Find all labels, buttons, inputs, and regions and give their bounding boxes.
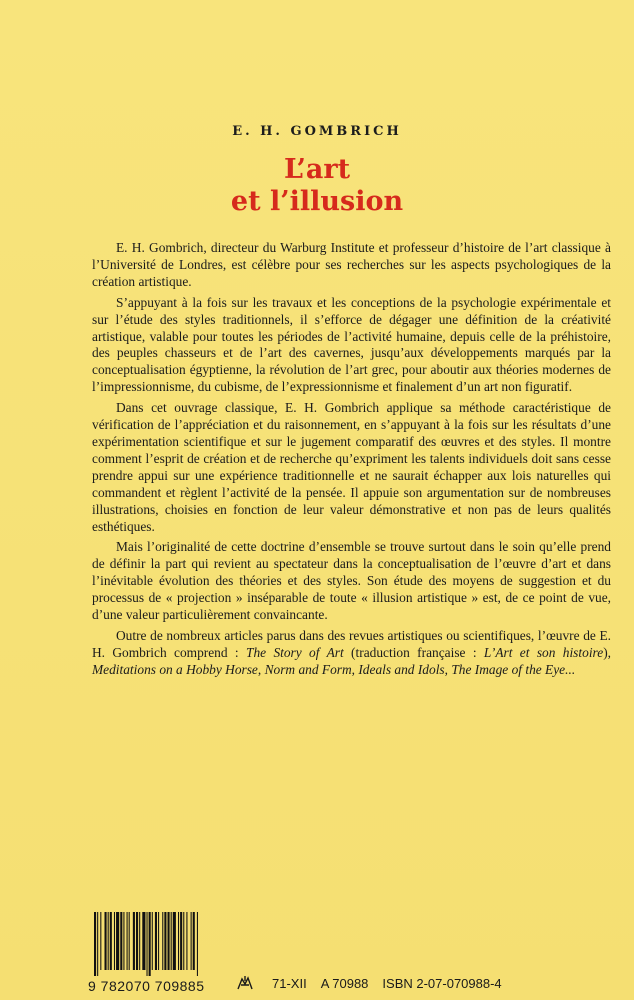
blurb-paragraph-5 bbox=[92, 628, 611, 679]
work-title: The Image of the Eye... bbox=[451, 661, 576, 677]
works-separator: , bbox=[444, 661, 452, 677]
blurb-paragraph-2: S’appuyant à la fois sur les travaux et les conceptions de la psychologie expérimentale et sur l’étude des styles traditionnels, il s’efforce de dégager une définition de la créativité artistique, valable pour toutes les périodes de l’activité humaine, depuis celle de la préhistoire, des peuples chasseurs et de l’art des cavernes, jusqu’aux développements marqués par la conceptualisation égyptienne, la révolution de l’art grec, pour aboutir aux théories modernes de l’impressionnisme, du cubisme, de l’expressionnisme et finalement d’un art non figuratif. bbox=[92, 294, 611, 395]
works-separator: ), bbox=[603, 644, 612, 660]
reference-number: A 70988 bbox=[320, 976, 369, 991]
blurb-text bbox=[92, 240, 611, 683]
work-title: Norm and Form bbox=[264, 661, 352, 677]
author-name: E. H. GOMBRICH bbox=[232, 124, 402, 139]
book-title-line-1: L’art bbox=[283, 154, 351, 185]
barcode bbox=[88, 912, 238, 992]
barcode-bars bbox=[94, 912, 230, 976]
publisher-logo-icon bbox=[236, 976, 258, 991]
book-title bbox=[0, 154, 634, 218]
works-separator: , bbox=[257, 661, 265, 677]
barcode-number: 9 782070 709885 bbox=[88, 978, 205, 994]
work-title: Meditations on a Hobby Horse bbox=[92, 661, 258, 677]
works-separator: (traduction française : bbox=[343, 644, 484, 660]
book-title-line-2: et l’illusion bbox=[230, 186, 404, 217]
catalog-line bbox=[236, 975, 516, 991]
work-title: Ideals and Idols bbox=[358, 661, 445, 677]
series-code: 71-XII bbox=[272, 976, 307, 991]
blurb-paragraph-3: Dans cet ouvrage classique, E. H. Gombrich applique sa méthode caractéristique de vérification de l’appréciation et du raisonnement, en s’appuyant à la fois sur les résultats d’une expérimentation scientifique et sur le jugement comparatif des œuvres et des styles. Il montre comment l’esprit de création et de recherche qu’expriment les talents individuels doit sans cesse prendre appui sur une expérience traditionnelle et ne saurait échapper aux lois naturelles qui commandent et règlent l’activité de la pensée. Il appuie son argumentation sur de nombreuses illustrations, choisies en fonction de leur valeur démonstrative et non pas de leurs qualités esthétiques. bbox=[92, 400, 611, 534]
works-separator: , bbox=[351, 661, 359, 677]
blurb-paragraph-4: Mais l’originalité de cette doctrine d’ensemble se trouve surtout dans le soin qu’elle prend de définir la part qui revient au spectateur dans la conceptualisation de l’œuvre d’art et dans l’inévitable évolution des théories et des styles. Son étude des moyens de suggestion et du processus de « projection » inséparable de toute « illusion artistique » est, de ce point de vue, d’une valeur particulièrement convaincante. bbox=[92, 539, 611, 623]
work-title: The Story of Art bbox=[246, 644, 344, 660]
works-intro: Outre de nombreux articles parus dans des revues artistiques ou scientifiques, l’œuvre de E. H. Gombrich comprend : bbox=[92, 627, 611, 660]
isbn: ISBN 2-07-070988-4 bbox=[382, 976, 502, 991]
work-title: L’Art et son histoire bbox=[483, 644, 604, 660]
blurb-paragraph-1: E. H. Gombrich, directeur du Warburg Institute et professeur d’histoire de l’art classique à l’Université de Londres, est célèbre pour ses recherches sur les aspects psychologiques de la création artistique. bbox=[92, 240, 611, 289]
